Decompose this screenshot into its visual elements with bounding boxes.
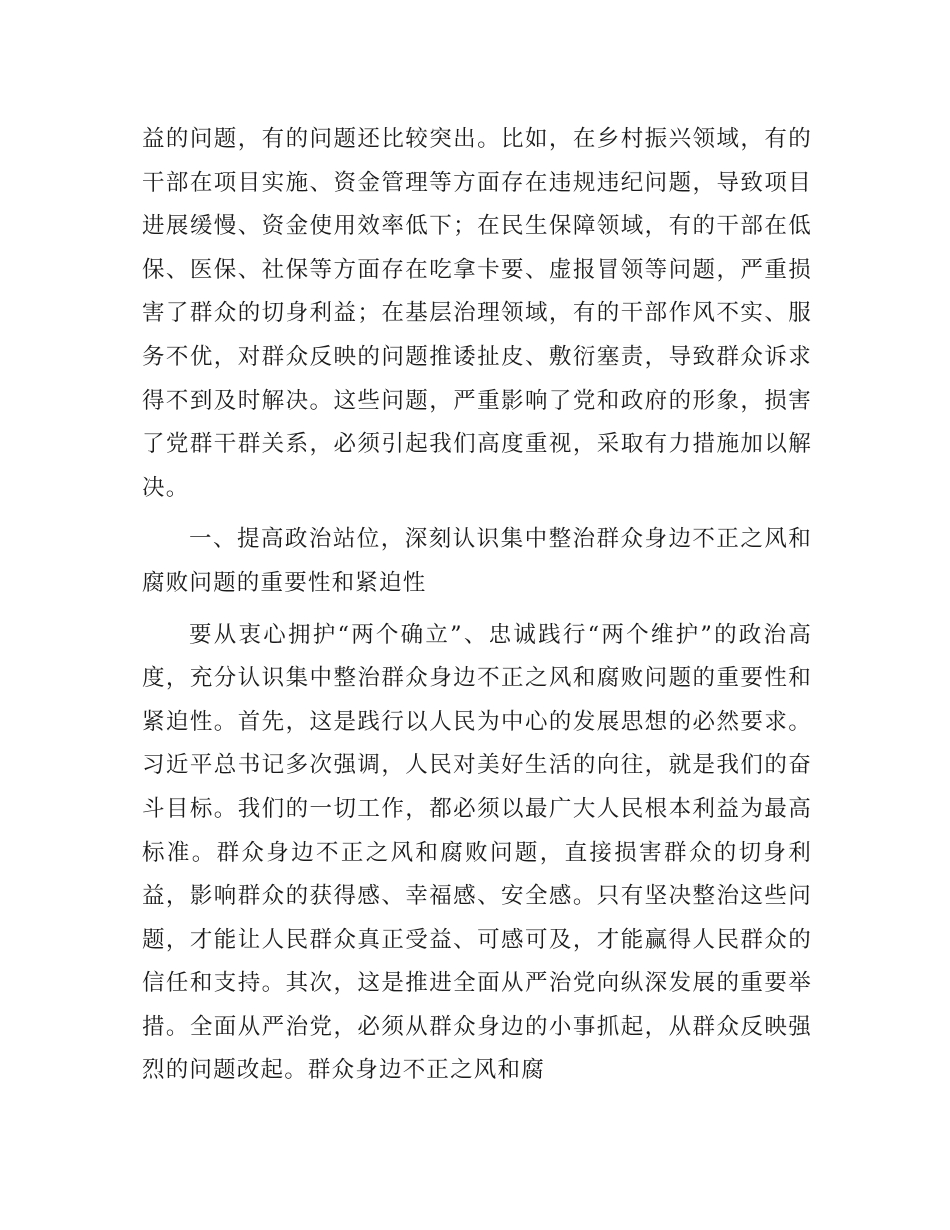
document-body [142, 118, 812, 1101]
paragraph-continued: 益的问题，有的问题还比较突出。比如，在乡村振兴领域，有的干部在项目实施、资金管理等方面存在违规违纪问题，导致项目进展缓慢、资金使用效率低下；在民生保障领域，有的干部在低保、医保、社保等方面存在吃拿卡要、虚报冒领等问题，严重损害了群众的切身利益；在基层治理领域，有的干部作风不实、服务不优，对群众反映的问题推诿扯皮、敷衍塞责，导致群众诉求得不到及时解决。这些问题，严重影响了党和政府的形象，损害了党群干群关系，必须引起我们高度重视，采取有力措施加以解决。 [142, 126, 812, 501]
paragraph-body: 要从衷心拥护“两个确立”、忠诚践行“两个维护”的政治高度，充分认识集中整治群众身边不正之风和腐败问题的重要性和紧迫性。首先，这是践行以人民为中心的发展思想的必然要求。习近平总书记多次强调，人民对美好生活的向往，就是我们的奋斗目标。我们的一切工作，都必须以最广大人民根本利益为最高标准。群众身边不正之风和腐败问题，直接损害群众的切身利益，影响群众的获得感、幸福感、安全感。只有坚决整治这些问题，才能让人民群众真正受益、可感可及，才能赢得人民群众的信任和支持。其次，这是推进全面从严治党向纵深发展的重要举措。全面从严治党，必须从群众身边的小事抓起，从群众反映强烈的问题改起。群众身边不正之风和腐 [142, 621, 812, 1084]
section-heading: 一、提高政治站位，深刻认识集中整治群众身边不正之风和腐败问题的重要性和紧迫性 [142, 526, 812, 596]
